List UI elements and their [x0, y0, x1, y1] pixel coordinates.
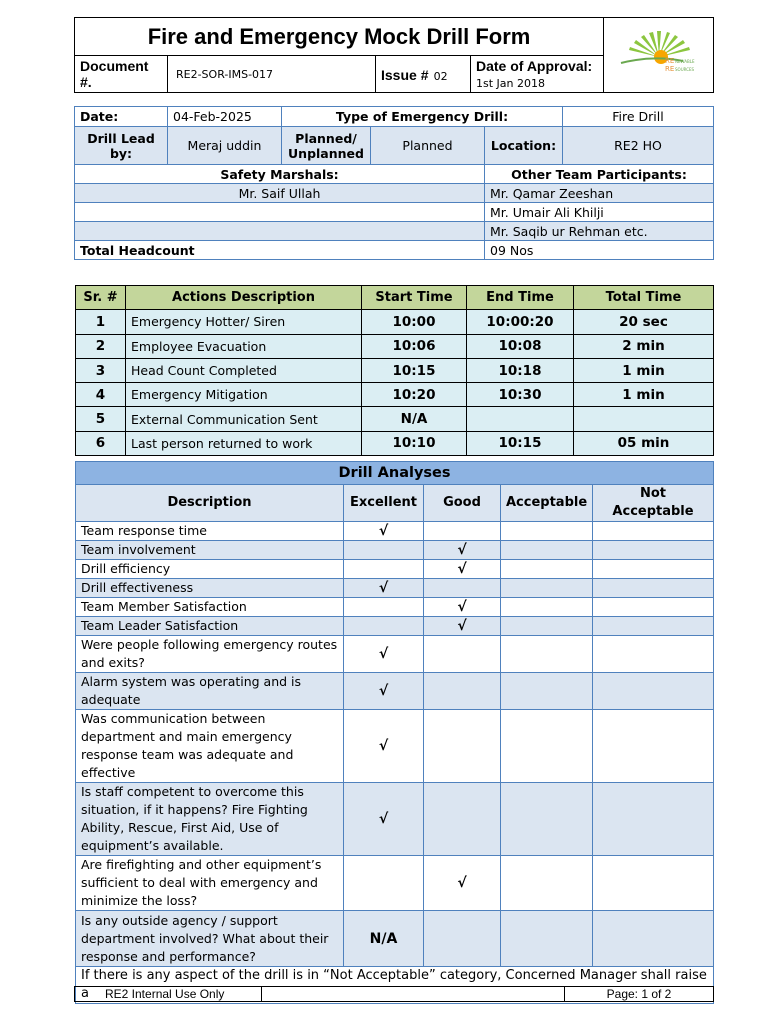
table-row — [76, 710, 714, 783]
column-header: Description — [76, 485, 344, 522]
planned-label: Planned/ Unplanned — [282, 127, 371, 165]
rating-cell-not-acceptable — [593, 541, 714, 560]
drill-lead-label: Drill Lead by: — [75, 127, 168, 165]
participant-item: Mr. Umair Ali Khilji — [485, 203, 714, 222]
column-header: Sr. # — [76, 286, 126, 310]
drill-lead-value: Meraj uddin — [168, 127, 282, 165]
safety-marshals-label: Safety Marshals: — [75, 165, 485, 184]
rating-cell-not-acceptable — [593, 673, 714, 710]
actions-header-row — [76, 286, 714, 310]
rating-cell-acceptable — [501, 522, 593, 541]
approval-cell — [471, 56, 604, 93]
table-row — [76, 911, 714, 967]
analysis-description: Team Leader Satisfaction — [76, 617, 344, 636]
rating-cell-acceptable — [501, 598, 593, 617]
participant-item: Mr. Qamar Zeeshan — [485, 184, 714, 203]
page-footer — [74, 986, 714, 1002]
table-row: 5 External Communication Sent N/A — [76, 407, 714, 431]
rating-cell-acceptable — [501, 856, 593, 911]
rating-cell-acceptable — [501, 673, 593, 710]
drill-info-table — [74, 106, 714, 260]
rating-cell-good — [424, 911, 501, 967]
rating-cell-not-acceptable — [593, 911, 714, 967]
headcount-value: 09 Nos — [485, 241, 714, 260]
analysis-description: Drill efficiency — [76, 560, 344, 579]
date-label: Date: — [75, 107, 168, 127]
table-row: 3 Head Count Completed 10:15 10:18 1 min — [76, 358, 714, 382]
check-icon: √ — [424, 560, 501, 579]
table-row: 2 Employee Evacuation 10:06 10:08 2 min — [76, 334, 714, 358]
check-icon: √ — [424, 617, 501, 636]
analysis-description: Team involvement — [76, 541, 344, 560]
rating-cell-not-acceptable — [593, 579, 714, 598]
rating-cell-not-acceptable — [593, 710, 714, 783]
rating-cell-not-acceptable — [593, 783, 714, 856]
check-icon: √ — [424, 541, 501, 560]
table-row — [76, 617, 714, 636]
table-row: 1 Emergency Hotter/ Siren 10:00 10:00:20 20 sec — [76, 310, 714, 334]
rating-cell-not-acceptable — [593, 522, 714, 541]
column-header: Not Acceptable — [593, 485, 714, 522]
analysis-description: Drill effectiveness — [76, 579, 344, 598]
check-icon: √ — [344, 522, 424, 541]
analysis-description: Are firefighting and other equipment’s sufficient to deal with emergency and minimize the loss? — [76, 856, 344, 911]
column-header: Excellent — [344, 485, 424, 522]
approval-label: Date of Approval: — [476, 57, 593, 74]
rating-cell-not-acceptable — [593, 598, 714, 617]
analysis-description: Is any outside agency / support department involved? What about their response and performance? — [76, 911, 344, 967]
rating-cell-not-acceptable — [593, 856, 714, 911]
marshal-name: Mr. Saif Ullah — [75, 184, 485, 203]
issue-cell — [376, 56, 471, 93]
planned-value: Planned — [371, 127, 485, 165]
footer-classification: RE2 Internal Use Only — [75, 987, 262, 1002]
rating-cell-good — [424, 522, 501, 541]
drill-analyses-table — [75, 461, 714, 1004]
rating-cell-acceptable — [501, 911, 593, 967]
sun-logo-icon — [613, 23, 705, 83]
rating-cell-acceptable — [501, 579, 593, 598]
participants-label: Other Team Participants: — [485, 165, 714, 184]
company-logo — [604, 18, 714, 93]
svg-text:SOURCES: SOURCES — [674, 67, 694, 72]
check-icon: √ — [344, 579, 424, 598]
location-label: Location: — [485, 127, 563, 165]
column-header: Good — [424, 485, 501, 522]
table-row — [76, 783, 714, 856]
marshal-empty — [75, 222, 485, 241]
form-header — [74, 17, 714, 93]
table-row — [76, 856, 714, 911]
table-row — [76, 560, 714, 579]
document-number-value: RE2-SOR-IMS-017 — [168, 56, 376, 93]
analysis-description: Team Member Satisfaction — [76, 598, 344, 617]
column-header: End Time — [467, 286, 574, 310]
date-value: 04-Feb-2025 — [168, 107, 282, 127]
rating-cell-not-acceptable — [593, 560, 714, 579]
table-row — [76, 522, 714, 541]
rating-cell-good — [424, 636, 501, 673]
column-header: Acceptable — [501, 485, 593, 522]
drill-type-label: Type of Emergency Drill: — [282, 107, 563, 127]
svg-text:RE: RE — [664, 65, 674, 73]
rating-cell-excellent — [344, 541, 424, 560]
rating-cell-excellent — [344, 560, 424, 579]
approval-value: 1st Jan 2018 — [476, 76, 545, 90]
rating-cell-good — [424, 783, 501, 856]
rating-cell-acceptable — [501, 560, 593, 579]
analyses-note: If there is any aspect of the drill is in “Not Acceptable” category, Concerned Manager shall raise a — [76, 967, 714, 1004]
rating-cell-acceptable — [501, 710, 593, 783]
table-row — [76, 541, 714, 560]
analysis-description: Was communication between department and main emergency response team was adequate and effective — [76, 710, 344, 783]
table-row: 4 Emergency Mitigation 10:20 10:30 1 min — [76, 383, 714, 407]
rating-cell-excellent — [344, 617, 424, 636]
analyses-title: Drill Analyses — [76, 462, 714, 485]
logo-text: RE — [664, 57, 674, 65]
rating-cell-not-acceptable — [593, 636, 714, 673]
headcount-label: Total Headcount — [75, 241, 485, 260]
actions-table — [75, 285, 714, 456]
location-value: RE2 HO — [563, 127, 714, 165]
rating-cell-acceptable — [501, 617, 593, 636]
table-row — [76, 673, 714, 710]
footer-page-number: Page: 1 of 2 — [565, 987, 714, 1002]
analysis-description: Team response time — [76, 522, 344, 541]
column-header: Start Time — [362, 286, 467, 310]
rating-cell-not-acceptable — [593, 617, 714, 636]
column-header: Actions Description — [126, 286, 362, 310]
footer-middle — [262, 987, 565, 1002]
table-row — [76, 598, 714, 617]
column-header: Total Time — [574, 286, 714, 310]
issue-label: Issue # — [381, 66, 429, 83]
not-applicable-text: N/A — [344, 911, 424, 967]
analysis-description: Is staff competent to overcome this situation, if it happens? Fire Fighting Ability, Rescue, First Aid, Use of equipment’s available. — [76, 783, 344, 856]
rating-cell-acceptable — [501, 541, 593, 560]
check-icon: √ — [344, 636, 424, 673]
table-row: 6 Last person returned to work 10:10 10:15 05 min — [76, 431, 714, 455]
table-row — [76, 636, 714, 673]
check-icon: √ — [424, 598, 501, 617]
participant-item: Mr. Saqib ur Rehman etc. — [485, 222, 714, 241]
marshal-empty — [75, 203, 485, 222]
rating-cell-excellent — [344, 856, 424, 911]
analysis-description: Were people following emergency routes and exits? — [76, 636, 344, 673]
rating-cell-good — [424, 579, 501, 598]
rating-cell-excellent — [344, 598, 424, 617]
check-icon: √ — [344, 710, 424, 783]
form-title: Fire and Emergency Mock Drill Form — [75, 18, 604, 56]
svg-text:NEWABLE: NEWABLE — [674, 59, 695, 64]
check-icon: √ — [344, 783, 424, 856]
check-icon: √ — [424, 856, 501, 911]
drill-type-value: Fire Drill — [563, 107, 714, 127]
document-number-label: Document #. — [75, 56, 168, 93]
rating-cell-good — [424, 710, 501, 783]
table-row — [76, 579, 714, 598]
analysis-description: Alarm system was operating and is adequate — [76, 673, 344, 710]
rating-cell-good — [424, 673, 501, 710]
issue-value: 02 — [433, 69, 448, 83]
analyses-header-row — [76, 485, 714, 522]
rating-cell-acceptable — [501, 636, 593, 673]
rating-cell-acceptable — [501, 783, 593, 856]
check-icon: √ — [344, 673, 424, 710]
